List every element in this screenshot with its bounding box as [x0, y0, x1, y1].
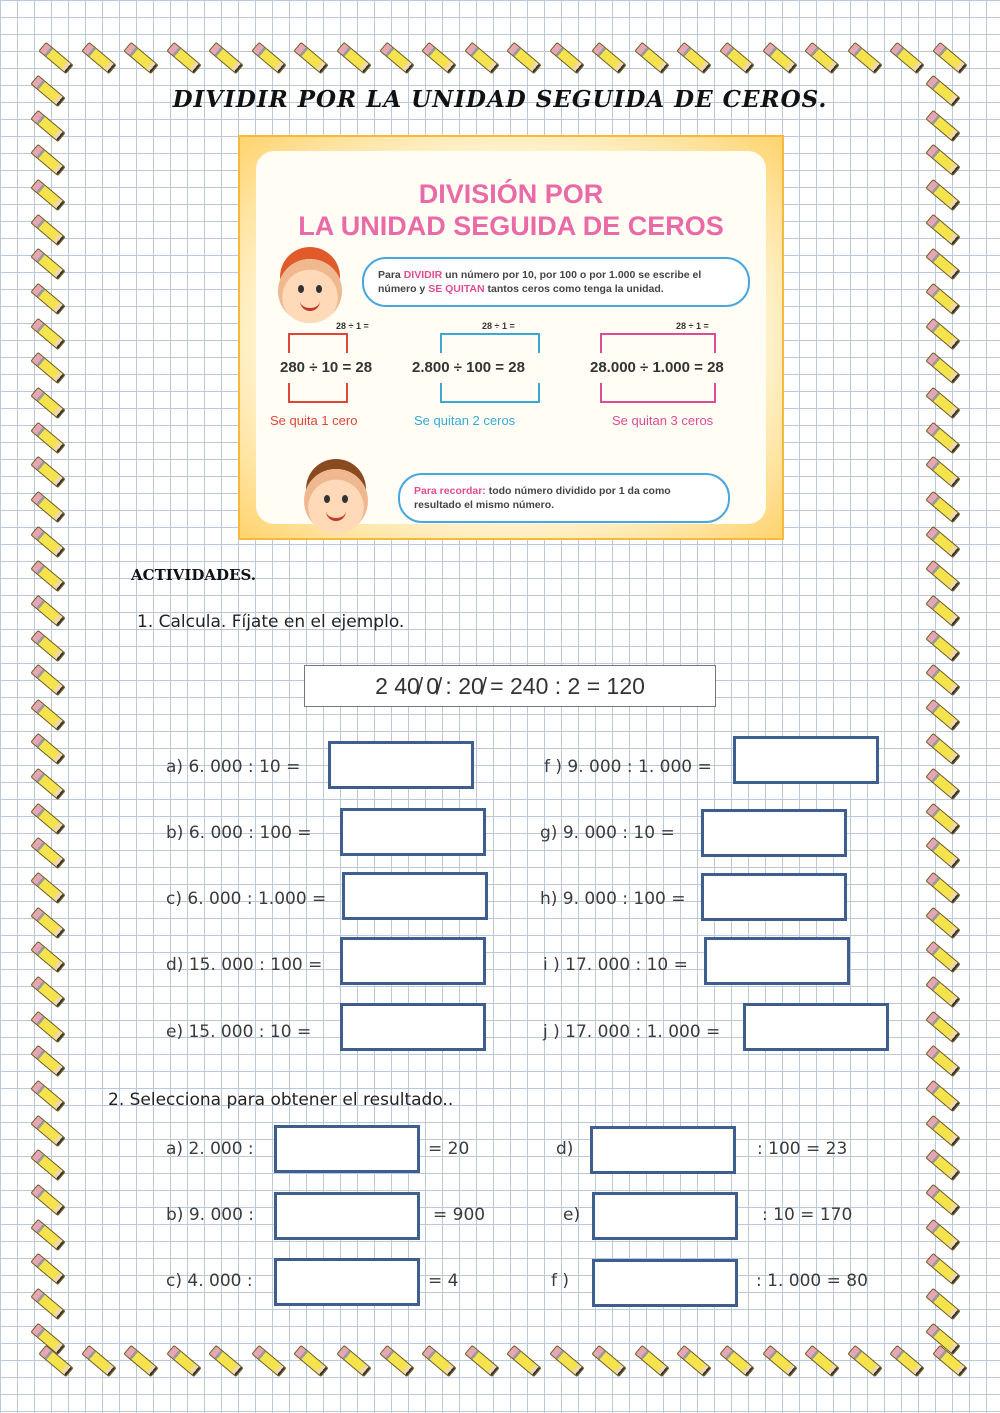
pencil-icon [925, 283, 960, 315]
boy-illustration [278, 259, 342, 323]
girl-illustration [304, 469, 368, 533]
bracket-bottom [600, 383, 716, 403]
exercise-label: f ) 9. 000 : 1. 000 = [544, 757, 712, 777]
bracket-top [440, 333, 540, 353]
pencil-icon [30, 491, 65, 523]
question-2-text: 2. Selecciona para obtener el resultado.. [108, 1090, 454, 1110]
pencil-icon [847, 1345, 882, 1377]
pencil-icon [123, 42, 158, 74]
pencil-icon [30, 699, 65, 731]
pencil-icon [890, 1345, 925, 1377]
pencil-icon [925, 456, 960, 488]
answer-box-b[interactable] [340, 808, 486, 856]
pencil-icon [30, 1288, 65, 1320]
pencil-icon [251, 1345, 286, 1377]
pencil-icon [925, 664, 960, 696]
example-expression: 28.000 ÷ 1.000 = 28 [590, 359, 724, 376]
answer-box-a[interactable] [328, 741, 474, 789]
pencil-icon [379, 42, 414, 74]
bracket-bottom [288, 383, 348, 403]
pencil-icon [925, 699, 960, 731]
pencil-icon [30, 872, 65, 904]
pencil-icon [421, 1345, 456, 1377]
bracket-bottom [440, 383, 540, 403]
answer-box-h[interactable] [701, 873, 847, 921]
pencil-icon [30, 387, 65, 419]
pencil-icon [677, 42, 712, 74]
pencil-icon [925, 976, 960, 1008]
pencil-icon [932, 42, 967, 74]
exercise-label: f ) [551, 1271, 570, 1291]
pencil-icon [30, 1080, 65, 1112]
example-caption: Se quitan 3 ceros [612, 413, 714, 428]
pencil-icon [166, 42, 201, 74]
lesson-poster [238, 135, 784, 540]
pencil-icon [30, 352, 65, 384]
pencil-border-left [30, 85, 66, 1345]
pencil-icon [925, 525, 960, 557]
pencil-icon [30, 144, 65, 176]
select-box-a[interactable] [274, 1125, 420, 1173]
exercise-result: : 100 = 23 [757, 1139, 848, 1159]
pencil-icon [925, 421, 960, 453]
pencil-icon [925, 595, 960, 627]
exercise-label: b) 9. 000 : [166, 1205, 255, 1225]
pencil-icon [30, 456, 65, 488]
pencil-icon [166, 1345, 201, 1377]
exercise-label: b) 6. 000 : 100 = [166, 823, 312, 843]
exercise-label: d) 15. 000 : 100 = [166, 955, 323, 975]
exercise-label: e) [563, 1205, 581, 1225]
pencil-icon [209, 42, 244, 74]
pencil-icon [30, 733, 65, 765]
example-caption: Se quitan 2 ceros [414, 413, 516, 428]
answer-box-f[interactable] [733, 736, 879, 784]
pencil-icon [30, 560, 65, 592]
pencil-icon [30, 248, 65, 280]
pencil-icon [294, 1345, 329, 1377]
pencil-icon [30, 213, 65, 245]
bracket-top [600, 333, 716, 353]
pencil-icon [925, 907, 960, 939]
poster-panel [256, 151, 766, 524]
pencil-icon [925, 1045, 960, 1077]
exercise-result: = 20 [428, 1139, 470, 1159]
pencil-icon [719, 42, 754, 74]
pencil-icon [30, 595, 65, 627]
pencil-icon [209, 1345, 244, 1377]
poster-title-line1: DIVISIÓN POR [418, 179, 604, 209]
exercise-label: c) 4. 000 : [166, 1271, 253, 1291]
exercise-label: c) 6. 000 : 1.000 = [166, 889, 327, 909]
pencil-icon [925, 109, 960, 141]
select-box-f[interactable] [592, 1259, 738, 1307]
pencil-icon [925, 387, 960, 419]
answer-box-g[interactable] [701, 809, 847, 857]
pencil-icon [925, 179, 960, 211]
pencil-icon [925, 144, 960, 176]
worked-example: 2 40̸ 0̸ : 20̸ = 240 : 2 = 120 [304, 665, 716, 707]
pencil-icon [925, 1149, 960, 1181]
exercise-label: a) 6. 000 : 10 = [166, 757, 301, 777]
exercise-result: = 900 [433, 1205, 486, 1225]
pencil-icon [464, 42, 499, 74]
example-hint: 28 ÷ 1 = [676, 321, 709, 331]
pencil-icon [336, 1345, 371, 1377]
rule-speech-bubble: Para DIVIDIR un número por 10, por 100 o por 1.000 se escribe el número y SE QUITAN tantos ceros como tenga la unidad. [362, 257, 750, 307]
pencil-icon [925, 1115, 960, 1147]
pencil-icon [30, 1253, 65, 1285]
answer-box-d[interactable] [340, 937, 486, 985]
pencil-icon [925, 213, 960, 245]
pencil-icon [719, 1345, 754, 1377]
pencil-icon [30, 317, 65, 349]
pencil-icon [925, 1080, 960, 1112]
pencil-icon [30, 837, 65, 869]
pencil-icon [30, 283, 65, 315]
pencil-icon [890, 42, 925, 74]
pencil-icon [925, 560, 960, 592]
pencil-icon [592, 1345, 627, 1377]
pencil-icon [30, 907, 65, 939]
exercise-label: g) 9. 000 : 10 = [540, 823, 675, 843]
exercise-label: a) 2. 000 : [166, 1139, 254, 1159]
pencil-border-top [38, 52, 968, 64]
pencil-icon [925, 1184, 960, 1216]
pencil-icon [762, 42, 797, 74]
pencil-icon [30, 1184, 65, 1216]
pencil-icon [592, 42, 627, 74]
answer-box-i[interactable] [704, 937, 850, 985]
poster-title-line2: LA UNIDAD SEGUIDA DE CEROS [298, 211, 724, 241]
select-box-c[interactable] [274, 1258, 420, 1306]
pencil-icon [30, 941, 65, 973]
pencil-icon [81, 1345, 116, 1377]
pencil-icon [123, 1345, 158, 1377]
pencil-icon [336, 42, 371, 74]
pencil-icon [464, 1345, 499, 1377]
pencil-icon [925, 1288, 960, 1320]
pencil-icon [30, 768, 65, 800]
reminder-speech-bubble: Para recordar: todo número dividido por 1 da como resultado el mismo número. [398, 473, 730, 523]
pencil-icon [30, 1011, 65, 1043]
pencil-icon [925, 1218, 960, 1250]
pencil-icon [379, 1345, 414, 1377]
exercise-label: j ) 17. 000 : 1. 000 = [543, 1022, 721, 1042]
pencil-icon [925, 872, 960, 904]
bracket-top [288, 333, 348, 353]
pencil-icon [30, 525, 65, 557]
exercise-label: e) 15. 000 : 10 = [166, 1022, 312, 1042]
select-box-e[interactable] [592, 1192, 738, 1240]
pencil-icon [30, 629, 65, 661]
pencil-icon [925, 1011, 960, 1043]
example-hint: 28 ÷ 1 = [336, 321, 369, 331]
pencil-icon [925, 941, 960, 973]
answer-box-e[interactable] [340, 1003, 486, 1051]
pencil-icon [30, 109, 65, 141]
pencil-icon [81, 42, 116, 74]
pencil-icon [30, 421, 65, 453]
pencil-border-bottom [38, 1355, 968, 1367]
select-box-b[interactable] [274, 1192, 420, 1240]
pencil-icon [925, 352, 960, 384]
example-expression: 2.800 ÷ 100 = 28 [412, 359, 525, 376]
pencil-icon [30, 179, 65, 211]
pencil-icon [549, 42, 584, 74]
pencil-icon [549, 1345, 584, 1377]
pencil-icon [294, 42, 329, 74]
question-1-text: 1. Calcula. Fíjate en el ejemplo. [137, 612, 405, 632]
pencil-icon [30, 1115, 65, 1147]
answer-box-c[interactable] [342, 872, 488, 920]
pencil-border-right [925, 85, 961, 1345]
pencil-icon [925, 837, 960, 869]
pencil-icon [421, 42, 456, 74]
pencil-icon [925, 803, 960, 835]
page-title: DIVIDIR POR LA UNIDAD SEGUIDA DE CEROS. [172, 86, 828, 113]
pencil-icon [507, 1345, 542, 1377]
example-expression: 280 ÷ 10 = 28 [280, 359, 373, 376]
pencil-icon [251, 42, 286, 74]
activities-heading: ACTIVIDADES. [131, 566, 257, 584]
pencil-icon [925, 1253, 960, 1285]
pencil-icon [30, 1045, 65, 1077]
pencil-icon [30, 976, 65, 1008]
pencil-icon [847, 42, 882, 74]
pencil-icon [677, 1345, 712, 1377]
pencil-icon [804, 42, 839, 74]
pencil-icon [925, 768, 960, 800]
example-caption: Se quita 1 cero [270, 413, 358, 428]
pencil-icon [30, 803, 65, 835]
pencil-icon [925, 248, 960, 280]
pencil-icon [925, 317, 960, 349]
exercise-label: d) [556, 1139, 574, 1159]
pencil-icon [925, 491, 960, 523]
pencil-icon [38, 42, 73, 74]
pencil-icon [634, 42, 669, 74]
pencil-icon [925, 629, 960, 661]
pencil-icon [634, 1345, 669, 1377]
exercise-label: h) 9. 000 : 100 = [540, 889, 686, 909]
pencil-icon [925, 733, 960, 765]
exercise-label: i ) 17. 000 : 10 = [543, 955, 688, 975]
pencil-icon [30, 1149, 65, 1181]
pencil-icon [507, 42, 542, 74]
example-hint: 28 ÷ 1 = [482, 321, 515, 331]
exercise-result: = 4 [428, 1271, 459, 1291]
select-box-d[interactable] [590, 1126, 736, 1174]
pencil-icon [804, 1345, 839, 1377]
exercise-result: : 10 = 170 [762, 1205, 853, 1225]
pencil-icon [30, 1218, 65, 1250]
pencil-icon [30, 664, 65, 696]
exercise-result: : 1. 000 = 80 [756, 1271, 868, 1291]
answer-box-j[interactable] [743, 1003, 889, 1051]
pencil-icon [762, 1345, 797, 1377]
